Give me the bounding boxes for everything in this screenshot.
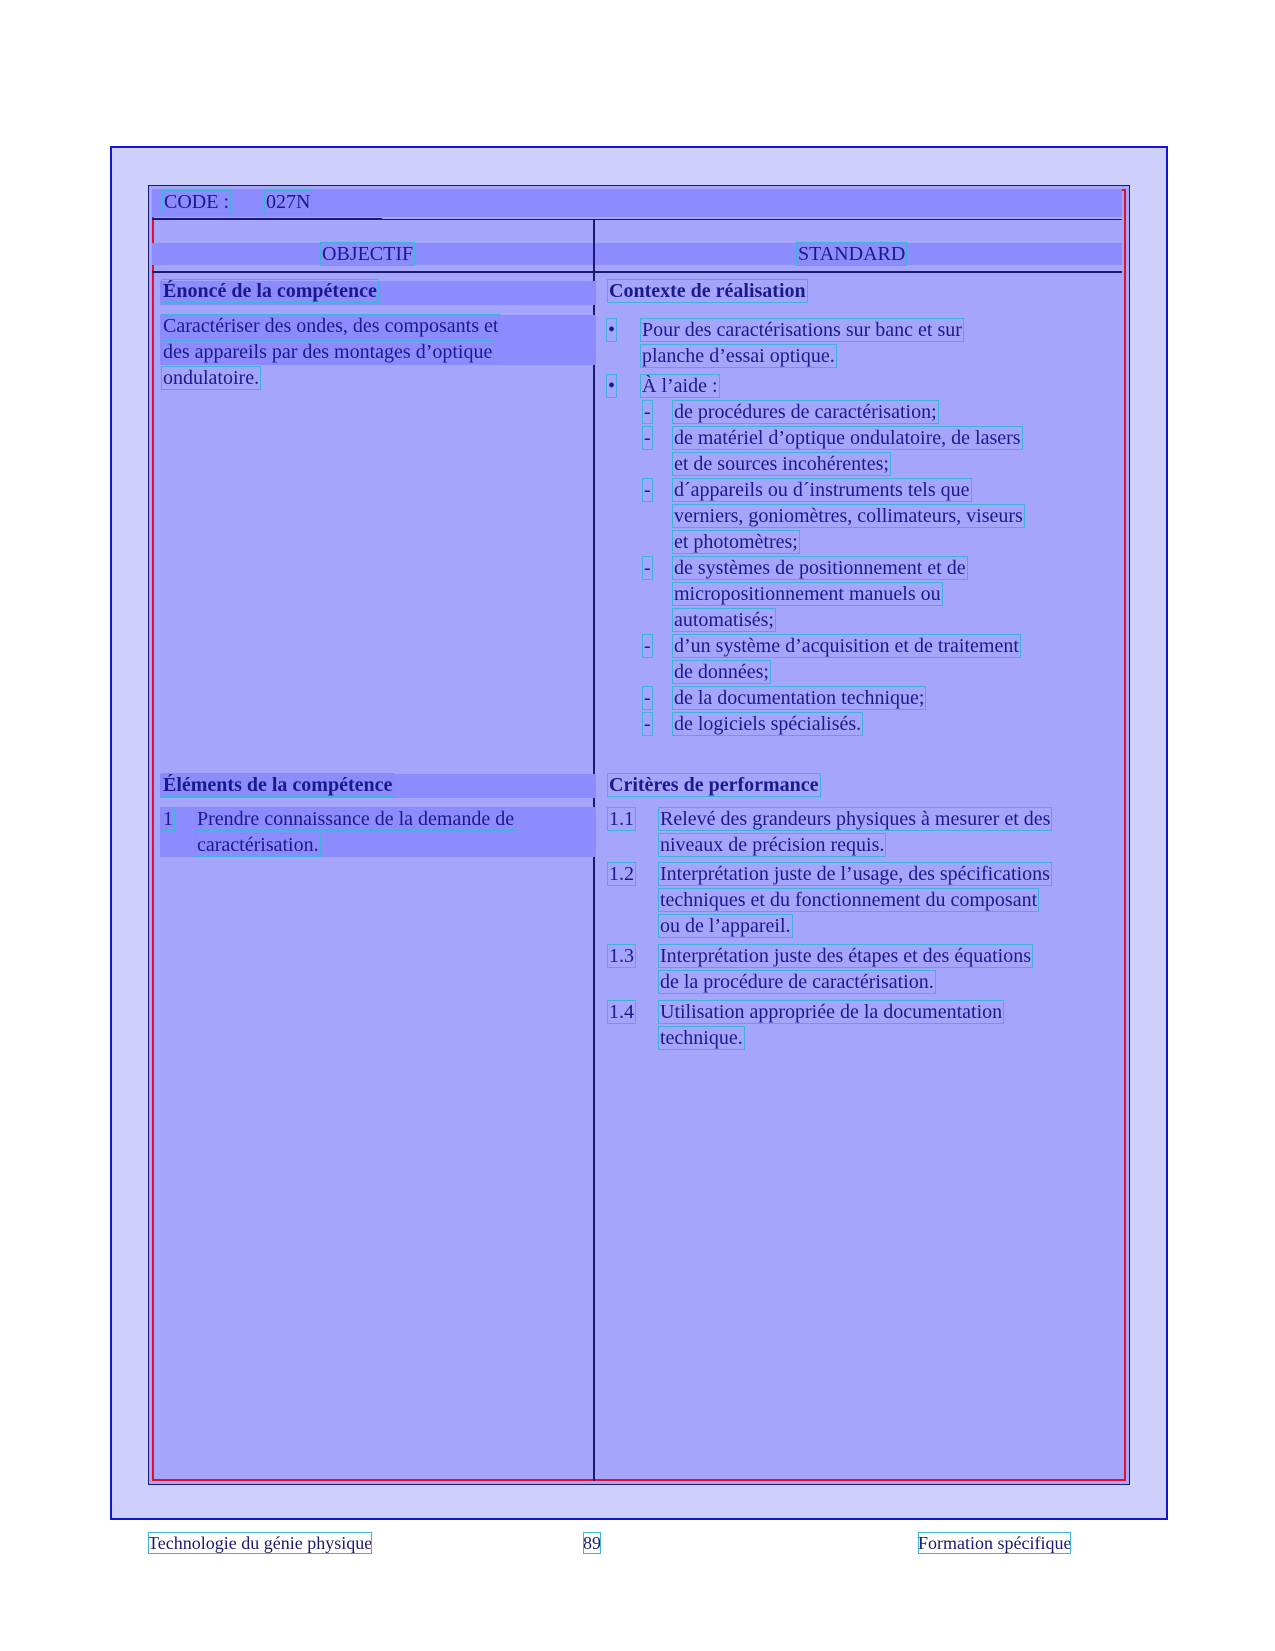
criteres-title: Critères de performance bbox=[609, 774, 819, 796]
bullet-icon: • bbox=[608, 319, 616, 341]
footer-page-number: 89 bbox=[583, 1533, 601, 1553]
enonce-line: Caractériser des ondes, des composants et bbox=[163, 315, 499, 337]
header-separator bbox=[152, 219, 1122, 220]
contexte-item-line: d’un système d’acquisition et de traitement bbox=[674, 635, 1019, 657]
contexte-item-line: de procédures de caractérisation; bbox=[674, 401, 937, 423]
contexte-item-line: de systèmes de positionnement et de bbox=[674, 557, 966, 579]
contexte-bullet-line: Pour des caractérisations sur banc et sur bbox=[642, 319, 962, 341]
contexte-item-line: automatisés; bbox=[674, 609, 774, 631]
footer-left: Technologie du génie physique bbox=[148, 1533, 373, 1553]
critere-line: de la procédure de caractérisation. bbox=[660, 971, 934, 993]
dash-marker: - bbox=[644, 401, 651, 423]
contexte-bullet-aide: À l’aide : bbox=[642, 375, 718, 397]
enonce-title: Énoncé de la compétence bbox=[163, 280, 377, 302]
contexte-item-line: verniers, goniomètres, collimateurs, viseurs bbox=[674, 505, 1023, 527]
critere-line: Utilisation appropriée de la documentation bbox=[660, 1001, 1003, 1023]
critere-line: niveaux de précision requis. bbox=[660, 834, 885, 856]
dash-marker: - bbox=[644, 427, 651, 449]
code-label: CODE : bbox=[164, 191, 229, 213]
dash-marker: - bbox=[644, 687, 651, 709]
critere-number: 1.4 bbox=[609, 1001, 634, 1023]
critere-number: 1.3 bbox=[609, 945, 634, 967]
critere-line: techniques et du fonctionnement du composant bbox=[660, 889, 1038, 911]
column-header-highlight bbox=[152, 243, 1122, 265]
critere-line: technique. bbox=[660, 1027, 743, 1049]
elements-line: caractérisation. bbox=[197, 834, 319, 856]
contexte-item-line: micropositionnement manuels ou bbox=[674, 583, 941, 605]
contexte-item-line: et de sources incohérentes; bbox=[674, 453, 889, 475]
column-header-standard: STANDARD bbox=[798, 243, 906, 265]
contexte-title: Contexte de réalisation bbox=[609, 280, 806, 302]
contexte-bullet-line: planche d’essai optique. bbox=[642, 345, 835, 367]
code-value: 027N bbox=[266, 191, 311, 213]
dash-marker: - bbox=[644, 713, 651, 735]
critere-line: Relevé des grandeurs physiques à mesurer et des bbox=[660, 808, 1051, 830]
dash-marker: - bbox=[644, 557, 651, 579]
footer-right: Formation spécifique bbox=[918, 1533, 1072, 1553]
column-header-separator bbox=[152, 271, 1122, 273]
elements-line: Prendre connaissance de la demande de bbox=[197, 808, 515, 830]
contexte-item-line: de la documentation technique; bbox=[674, 687, 925, 709]
enonce-line: ondulatoire. bbox=[163, 367, 260, 389]
elements-title: Éléments de la compétence bbox=[163, 774, 393, 796]
critere-line: ou de l’appareil. bbox=[660, 915, 791, 937]
dash-marker: - bbox=[644, 635, 651, 657]
critere-number: 1.2 bbox=[609, 863, 634, 885]
dash-marker: - bbox=[644, 479, 651, 501]
contexte-item-line: de logiciels spécialisés. bbox=[674, 713, 862, 735]
column-header-objectif: OBJECTIF bbox=[322, 243, 414, 265]
critere-line: Interprétation juste de l’usage, des spécifications bbox=[660, 863, 1050, 885]
contexte-item-line: et photomètres; bbox=[674, 531, 798, 553]
contexte-item-line: de matériel d’optique ondulatoire, de lasers bbox=[674, 427, 1021, 449]
bullet-icon: • bbox=[608, 375, 616, 397]
critere-number: 1.1 bbox=[609, 808, 634, 830]
critere-line: Interprétation juste des étapes et des équations bbox=[660, 945, 1031, 967]
contexte-item-line: de données; bbox=[674, 661, 769, 683]
elements-number: 1 bbox=[163, 808, 173, 830]
enonce-line: des appareils par des montages d’optique bbox=[163, 341, 493, 363]
contexte-item-line: d´appareils ou d´instruments tels que bbox=[674, 479, 970, 501]
